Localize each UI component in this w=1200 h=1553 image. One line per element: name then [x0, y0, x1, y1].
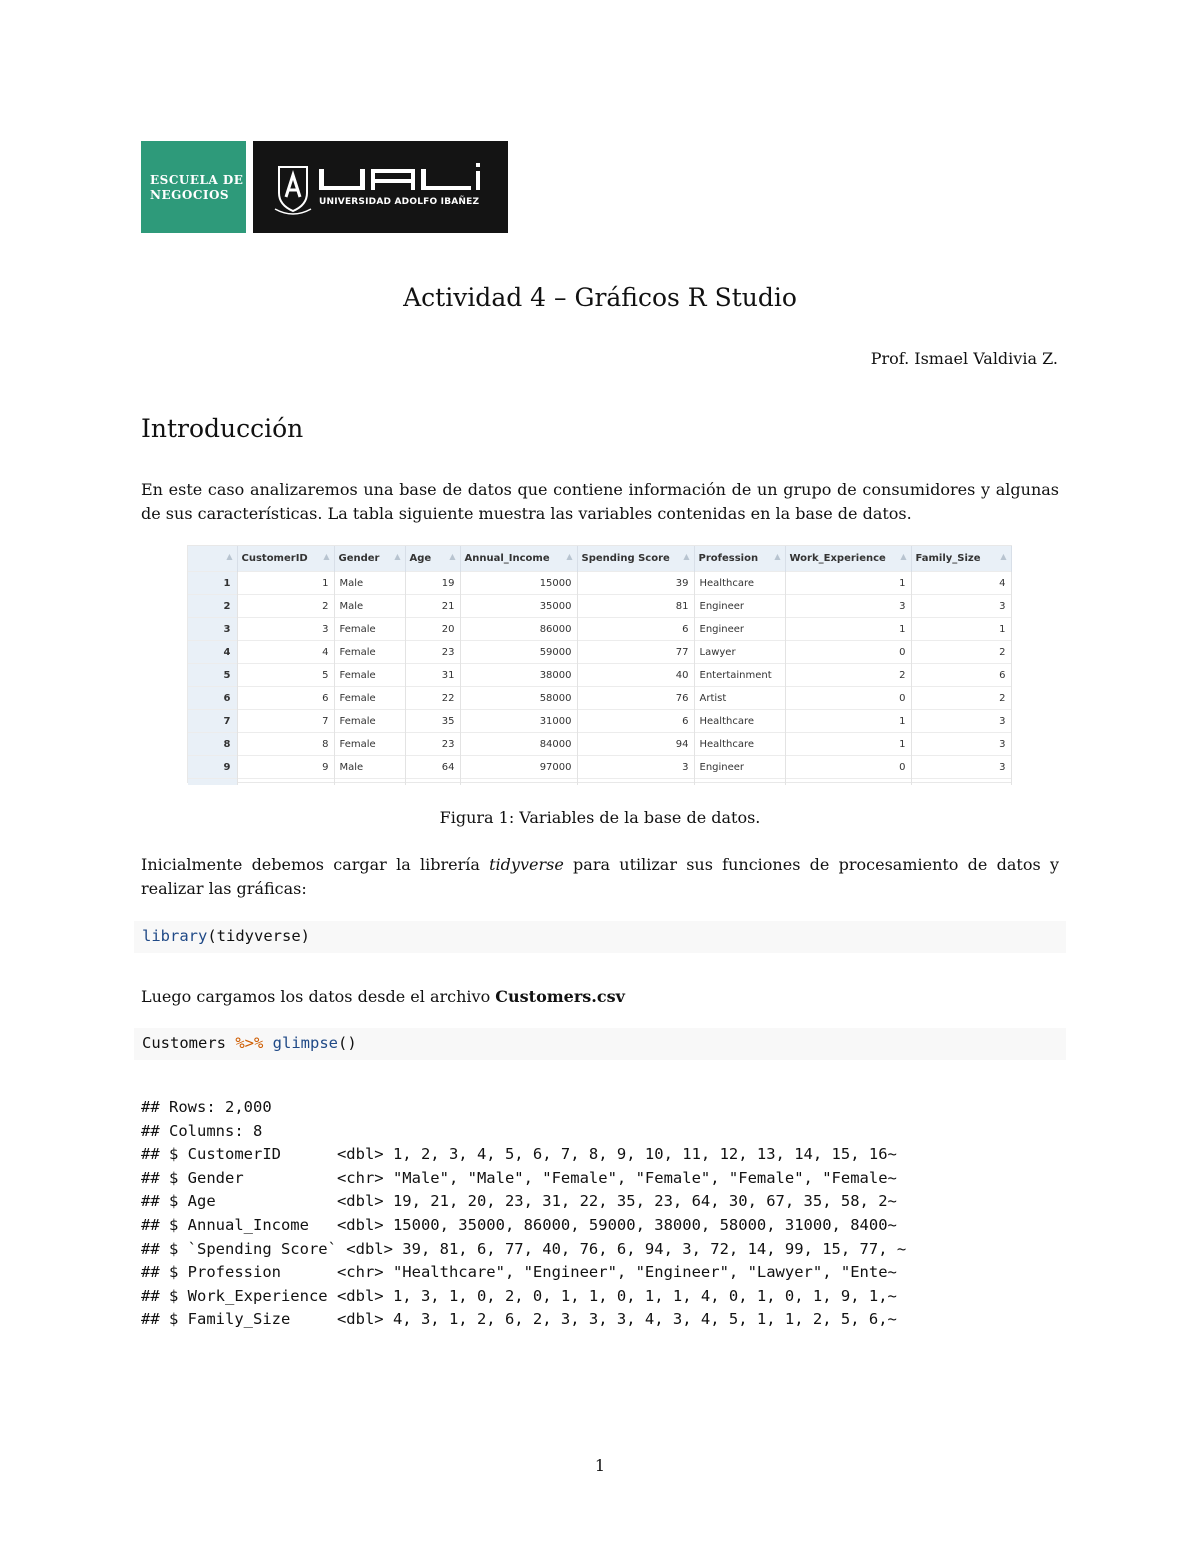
table-cell: 3	[237, 618, 334, 641]
table-cell: 77	[577, 641, 694, 664]
table-cell-empty	[577, 779, 694, 786]
table-cell: 23	[405, 733, 460, 756]
row-index: 6	[188, 687, 237, 710]
table-row	[188, 710, 1011, 733]
row-index: 1	[188, 572, 237, 595]
table-cell: 3	[577, 756, 694, 779]
table-cell: Healthcare	[694, 572, 785, 595]
table-cell: 31000	[460, 710, 577, 733]
table-cell: 21	[405, 595, 460, 618]
row-index: 7	[188, 710, 237, 733]
table-row	[188, 572, 1011, 595]
table-cell: 40	[577, 664, 694, 687]
row-index: 4	[188, 641, 237, 664]
table-cell: 15000	[460, 572, 577, 595]
output-line: ## $ Age <dbl> 19, 21, 20, 23, 31, 22, 35, 23, 64, 30, 67, 35, 58, 2~	[141, 1192, 897, 1211]
table-cell: Female	[334, 687, 405, 710]
table-cell: 8	[237, 733, 334, 756]
column-header[interactable]: Annual_Income ▲	[460, 546, 577, 572]
column-header[interactable]: CustomerID ▲	[237, 546, 334, 572]
table-cell-empty	[237, 779, 334, 786]
table-cell: 22	[405, 687, 460, 710]
sort-icon[interactable]: ▲	[683, 552, 690, 561]
author: Prof. Ismael Valdivia Z.	[870, 349, 1058, 368]
row-index: 8	[188, 733, 237, 756]
output-line: ## $ Annual_Income <dbl> 15000, 35000, 86000, 59000, 38000, 58000, 31000, 8400~	[141, 1215, 897, 1234]
table-cell: 6	[911, 664, 1011, 687]
table-cell-empty	[334, 779, 405, 786]
table-cell: 5	[237, 664, 334, 687]
table-cell: 1	[785, 618, 911, 641]
table-row	[188, 595, 1011, 618]
table-cell: Engineer	[694, 595, 785, 618]
output-line: ## $ Gender <chr> "Male", "Male", "Female", "Female", "Female", "Female~	[141, 1168, 897, 1187]
university-logo	[253, 141, 508, 233]
sort-icon[interactable]: ▲	[900, 552, 907, 561]
output-line: ## Columns: 8	[141, 1121, 263, 1140]
table-cell: 4	[911, 572, 1011, 595]
table-cell: Female	[334, 664, 405, 687]
data-table	[188, 546, 1012, 785]
table-cell: 3	[911, 710, 1011, 733]
console-output	[141, 1096, 906, 1332]
table-cell: 9	[237, 756, 334, 779]
table-cell: Male	[334, 756, 405, 779]
output-line: ## $ `Spending Score` <dbl> 39, 81, 6, 77, 40, 76, 6, 94, 3, 72, 14, 99, 15, 77, ~	[141, 1239, 907, 1258]
table-cell: Artist	[694, 687, 785, 710]
section-title: Introducción	[141, 414, 304, 443]
university-name: UNIVERSIDAD ADOLFO IBAÑEZ	[319, 197, 480, 207]
table-row	[188, 756, 1011, 779]
sort-icon[interactable]: ▲	[449, 552, 456, 561]
table-cell: 2	[911, 687, 1011, 710]
page-number: 1	[594, 1456, 606, 1475]
table-header-row	[188, 546, 1011, 572]
row-index: 5	[188, 664, 237, 687]
table-cell: 1	[785, 572, 911, 595]
table-cell: 81	[577, 595, 694, 618]
output-line: ## $ Family_Size <dbl> 4, 3, 1, 2, 6, 2, 3, 3, 3, 4, 3, 4, 5, 1, 1, 2, 5, 6,~	[141, 1310, 897, 1329]
sort-icon[interactable]: ▲	[394, 552, 401, 561]
table-cell: Male	[334, 595, 405, 618]
paragraph-load-data: Luego cargamos los datos desde el archivo Customers.csv	[141, 987, 625, 1006]
table-cell: 76	[577, 687, 694, 710]
code-block-glimpse: Customers %>% glimpse()	[134, 1028, 1066, 1060]
table-cell: 58000	[460, 687, 577, 710]
table-cell: 7	[237, 710, 334, 733]
table-cell: Female	[334, 710, 405, 733]
code-function: glimpse	[272, 1034, 338, 1052]
table-cell: Lawyer	[694, 641, 785, 664]
table-cell: 0	[785, 756, 911, 779]
filename: Customers.csv	[495, 987, 625, 1006]
table-cell: 6	[577, 710, 694, 733]
table-cell: 1	[911, 618, 1011, 641]
table-cell: Engineer	[694, 618, 785, 641]
tidyverse-emphasis: tidyverse	[489, 855, 564, 874]
table-cell: 3	[911, 595, 1011, 618]
column-header[interactable]: Age ▲	[405, 546, 460, 572]
table-cell: 23	[405, 641, 460, 664]
column-header[interactable]: Family_Size ▲	[911, 546, 1011, 572]
table-row	[188, 664, 1011, 687]
table-cell: 1	[785, 733, 911, 756]
table-cell: 59000	[460, 641, 577, 664]
output-line: ## Rows: 2,000	[141, 1098, 272, 1116]
table-cell: 19	[405, 572, 460, 595]
figure-caption: Figura 1: Variables de la base de datos.	[439, 808, 761, 827]
table-cell: Engineer	[694, 756, 785, 779]
table-cell-empty	[785, 779, 911, 786]
table-cell: 3	[785, 595, 911, 618]
sort-icon[interactable]: ▲	[226, 552, 233, 561]
table-cell: 2	[237, 595, 334, 618]
row-index: 2	[188, 595, 237, 618]
table-cell: 3	[911, 733, 1011, 756]
school-logo	[141, 141, 246, 233]
table-cell: 64	[405, 756, 460, 779]
column-header[interactable]: Work_Experience ▲	[785, 546, 911, 572]
table-body	[188, 572, 1011, 786]
table-cell: 2	[785, 664, 911, 687]
paragraph-library: Inicialmente debemos cargar la librería tidyverse para utilizar sus funciones de procesamiento de datos y realizar las gráficas:	[141, 855, 1059, 898]
intro-paragraph: En este caso analizaremos una base de datos que contiene información de un grupo de consumidores y algunas de sus características. La tabla siguiente muestra las variables contenidas en la base de datos.	[141, 480, 1059, 523]
row-index: 9	[188, 756, 237, 779]
column-header[interactable]: Gender ▲	[334, 546, 405, 572]
table-cell: 31	[405, 664, 460, 687]
output-line: ## $ CustomerID <dbl> 1, 2, 3, 4, 5, 6, 7, 8, 9, 10, 11, 12, 13, 14, 15, 16~	[141, 1145, 897, 1164]
code-block-library: library(tidyverse)	[134, 921, 1066, 953]
table-cell: Healthcare	[694, 733, 785, 756]
table-cell: 3	[911, 756, 1011, 779]
table-cell: 1	[237, 572, 334, 595]
table-cell: 86000	[460, 618, 577, 641]
table-cell: 6	[577, 618, 694, 641]
table-cell: 84000	[460, 733, 577, 756]
table-cell: 0	[785, 687, 911, 710]
table-cell: Entertainment	[694, 664, 785, 687]
table-cell: 35000	[460, 595, 577, 618]
table-cell-empty	[911, 779, 1011, 786]
sort-icon[interactable]: ▲	[566, 552, 573, 561]
uai-emblem-icon	[253, 141, 508, 233]
document-title: Actividad 4 – Gráficos R Studio	[403, 283, 797, 312]
table-cell: 39	[577, 572, 694, 595]
sort-icon[interactable]: ▲	[1000, 552, 1007, 561]
table-cell: 2	[911, 641, 1011, 664]
table-cell-empty	[694, 779, 785, 786]
column-header[interactable]: Profession ▲	[694, 546, 785, 572]
table-cell: 1	[785, 710, 911, 733]
table-cell: 0	[785, 641, 911, 664]
sort-icon[interactable]: ▲	[323, 552, 330, 561]
table-cell: Female	[334, 618, 405, 641]
table-row	[188, 641, 1011, 664]
table-row	[188, 618, 1011, 641]
output-line: ## $ Profession <chr> "Healthcare", "Engineer", "Engineer", "Lawyer", "Ente~	[141, 1263, 897, 1282]
table-cell: 35	[405, 710, 460, 733]
table-cell-empty	[405, 779, 460, 786]
table-cell-empty	[460, 779, 577, 786]
table-row-partial	[188, 779, 1011, 786]
table-cell: Male	[334, 572, 405, 595]
table-row	[188, 733, 1011, 756]
code-function: library	[142, 927, 208, 945]
pipe-operator: %>%	[235, 1034, 264, 1052]
table-cell: 38000	[460, 664, 577, 687]
table-cell: 4	[237, 641, 334, 664]
column-header[interactable]: Spending Score ▲	[577, 546, 694, 572]
table-cell-empty	[188, 779, 237, 786]
table-cell: Female	[334, 733, 405, 756]
table-cell: 97000	[460, 756, 577, 779]
table-cell: 6	[237, 687, 334, 710]
table-cell: Healthcare	[694, 710, 785, 733]
sort-icon[interactable]: ▲	[774, 552, 781, 561]
school-logo-text: ESCUELA DE NEGOCIOS	[150, 173, 244, 202]
table-cell: 94	[577, 733, 694, 756]
table-cell: Female	[334, 641, 405, 664]
row-index: 3	[188, 618, 237, 641]
row-index-header[interactable]	[188, 546, 237, 572]
output-line: ## $ Work_Experience <dbl> 1, 3, 1, 0, 2, 0, 1, 1, 0, 1, 1, 4, 0, 1, 0, 1, 9, 1,~	[141, 1286, 897, 1305]
table-cell: 20	[405, 618, 460, 641]
data-table-figure	[187, 545, 1012, 783]
table-row	[188, 687, 1011, 710]
